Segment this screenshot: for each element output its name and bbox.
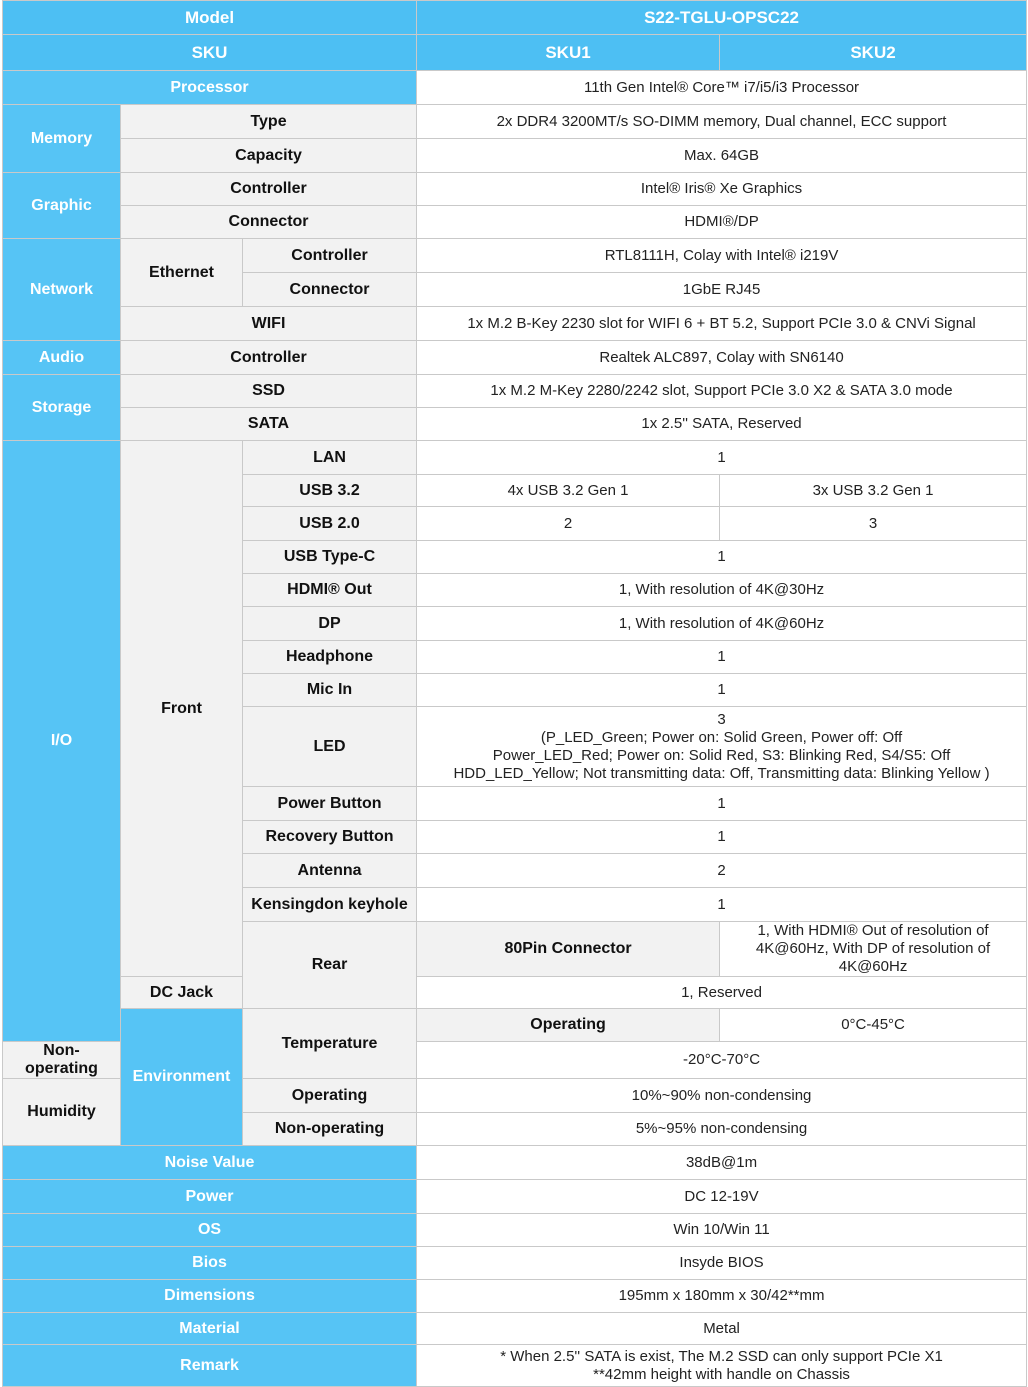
row-audio — [3, 341, 1027, 375]
remark-value — [417, 1345, 1027, 1387]
sata-value: 1x 2.5'' SATA, Reserved — [417, 408, 1027, 441]
row-network-wifi — [3, 307, 1027, 341]
io-label: I/O — [3, 441, 121, 1042]
row-memory-capacity — [3, 139, 1027, 173]
ethernet-label: Ethernet — [121, 239, 243, 307]
model-label: Model — [3, 1, 417, 35]
power-label: Power — [3, 1180, 417, 1214]
bios-value: Insyde BIOS — [417, 1247, 1027, 1280]
os-label: OS — [3, 1214, 417, 1247]
spec-table — [2, 0, 1027, 1387]
row-dimensions — [3, 1280, 1027, 1313]
antenna-label: Antenna — [243, 854, 417, 888]
graphic-connector-value: HDMI®/DP — [417, 206, 1027, 239]
wifi-label: WIFI — [121, 307, 417, 341]
audio-controller-label: Controller — [121, 341, 417, 375]
power-value: DC 12-19V — [417, 1180, 1027, 1214]
hdmi-out-value: 1, With resolution of 4K@30Hz — [417, 574, 1027, 607]
storage-label: Storage — [3, 375, 121, 441]
environment-label: Environment — [121, 1009, 243, 1146]
kensington-value: 1 — [417, 888, 1027, 922]
row-io-dcjack — [3, 977, 1027, 1009]
row-power — [3, 1180, 1027, 1214]
material-value: Metal — [417, 1313, 1027, 1345]
usb20-label: USB 2.0 — [243, 507, 417, 541]
hum-nonoperating-value: 5%~95% non-condensing — [417, 1113, 1027, 1146]
led-line: Power_LED_Red; Power on: Solid Red, S3: Blinking Red, S4/S5: Off — [492, 746, 951, 764]
sku2-label: SKU2 — [720, 35, 1027, 71]
processor-label: Processor — [3, 71, 417, 105]
headphone-label: Headphone — [243, 641, 417, 674]
row-storage-sata — [3, 408, 1027, 441]
row-env-temp-operating — [3, 1009, 1027, 1042]
led-label: LED — [243, 707, 417, 787]
graphic-label: Graphic — [3, 173, 121, 239]
mic-in-label: Mic In — [243, 674, 417, 707]
dimensions-label: Dimensions — [3, 1280, 417, 1313]
network-connector-value: 1GbE RJ45 — [417, 273, 1027, 307]
humidity-label: Humidity — [3, 1079, 121, 1146]
led-value — [417, 707, 1027, 787]
headphone-value: 1 — [417, 641, 1027, 674]
led-line: (P_LED_Green; Power on: Solid Green, Power off: Off — [540, 728, 903, 746]
kensington-label: Kensingdon keyhole — [243, 888, 417, 922]
usb20-sku2-value: 3 — [720, 507, 1027, 541]
usbc-label: USB Type-C — [243, 541, 417, 574]
row-graphic-connector — [3, 206, 1027, 239]
noise-value: 38dB@1m — [417, 1146, 1027, 1180]
temperature-label: Temperature — [243, 1009, 417, 1079]
row-processor — [3, 71, 1027, 105]
material-label: Material — [3, 1313, 417, 1345]
sku-label: SKU — [3, 35, 417, 71]
memory-label: Memory — [3, 105, 121, 173]
wifi-value: 1x M.2 B-Key 2230 slot for WIFI 6 + BT 5.2, Support PCIe 3.0 & CNVi Signal — [417, 307, 1027, 341]
model-value: S22-TGLU-OPSC22 — [417, 1, 1027, 35]
row-noise — [3, 1146, 1027, 1180]
dc-jack-label: DC Jack — [121, 977, 243, 1009]
audio-label: Audio — [3, 341, 121, 375]
hum-nonoperating-label: Non-operating — [243, 1113, 417, 1146]
temp-nonoperating-label: Non-operating — [3, 1042, 121, 1079]
remark-line: * When 2.5'' SATA is exist, The M.2 SSD can only support PCIe X1 — [500, 1347, 943, 1365]
temp-nonoperating-value: -20°C-70°C — [417, 1042, 1027, 1079]
audio-controller-value: Realtek ALC897, Colay with SN6140 — [417, 341, 1027, 375]
row-remark — [3, 1345, 1027, 1387]
remark-line: **42mm height with handle on Chassis — [593, 1365, 850, 1383]
row-bios — [3, 1247, 1027, 1280]
row-storage-ssd — [3, 375, 1027, 408]
pin80-label: 80Pin Connector — [417, 922, 720, 977]
row-io-lan — [3, 441, 1027, 475]
recovery-button-label: Recovery Button — [243, 821, 417, 854]
front-label: Front — [121, 441, 243, 977]
recovery-button-value: 1 — [417, 821, 1027, 854]
dimensions-value: 195mm x 180mm x 30/42**mm — [417, 1280, 1027, 1313]
hum-operating-value: 10%~90% non-condensing — [417, 1079, 1027, 1113]
temp-operating-value: 0°C-45°C — [720, 1009, 1027, 1042]
graphic-controller-value: Intel® Iris® Xe Graphics — [417, 173, 1027, 206]
row-graphic-controller — [3, 173, 1027, 206]
network-connector-label: Connector — [243, 273, 417, 307]
row-os — [3, 1214, 1027, 1247]
ssd-value: 1x M.2 M-Key 2280/2242 slot, Support PCIe 3.0 X2 & SATA 3.0 mode — [417, 375, 1027, 408]
hdmi-out-label: HDMI® Out — [243, 574, 417, 607]
memory-type-value: 2x DDR4 3200MT/s SO-DIMM memory, Dual channel, ECC support — [417, 105, 1027, 139]
power-button-label: Power Button — [243, 787, 417, 821]
os-value: Win 10/Win 11 — [417, 1214, 1027, 1247]
network-controller-label: Controller — [243, 239, 417, 273]
row-sku — [3, 35, 1027, 71]
sata-label: SATA — [121, 408, 417, 441]
led-line: HDD_LED_Yellow; Not transmitting data: Off, Transmitting data: Blinking Yellow ) — [453, 764, 990, 782]
usb32-sku2-value: 3x USB 3.2 Gen 1 — [720, 475, 1027, 507]
usb32-label: USB 3.2 — [243, 475, 417, 507]
graphic-connector-label: Connector — [121, 206, 417, 239]
mic-in-value: 1 — [417, 674, 1027, 707]
processor-value: 11th Gen Intel® Core™ i7/i5/i3 Processor — [417, 71, 1027, 105]
row-material — [3, 1313, 1027, 1345]
usb32-sku1-value: 4x USB 3.2 Gen 1 — [417, 475, 720, 507]
row-model — [3, 1, 1027, 35]
noise-label: Noise Value — [3, 1146, 417, 1180]
graphic-controller-label: Controller — [121, 173, 417, 206]
network-label: Network — [3, 239, 121, 341]
temp-operating-label: Operating — [417, 1009, 720, 1042]
lan-label: LAN — [243, 441, 417, 475]
remark-label: Remark — [3, 1345, 417, 1387]
network-controller-value: RTL8111H, Colay with Intel® i219V — [417, 239, 1027, 273]
power-button-value: 1 — [417, 787, 1027, 821]
memory-type-label: Type — [121, 105, 417, 139]
ssd-label: SSD — [121, 375, 417, 408]
bios-label: Bios — [3, 1247, 417, 1280]
dp-value: 1, With resolution of 4K@60Hz — [417, 607, 1027, 641]
led-line: 3 — [717, 710, 726, 728]
antenna-value: 2 — [417, 854, 1027, 888]
dp-label: DP — [243, 607, 417, 641]
pin80-value: 1, With HDMI® Out of resolution of 4K@60Hz, With DP of resolution of 4K@60Hz — [720, 922, 1027, 977]
rear-label: Rear — [243, 922, 417, 1009]
sku1-label: SKU1 — [417, 35, 720, 71]
usb20-sku1-value: 2 — [417, 507, 720, 541]
memory-capacity-value: Max. 64GB — [417, 139, 1027, 173]
usbc-value: 1 — [417, 541, 1027, 574]
row-memory-type — [3, 105, 1027, 139]
memory-capacity-label: Capacity — [121, 139, 417, 173]
lan-value: 1 — [417, 441, 1027, 475]
dc-jack-value: 1, Reserved — [417, 977, 1027, 1009]
row-network-controller — [3, 239, 1027, 273]
hum-operating-label: Operating — [243, 1079, 417, 1113]
